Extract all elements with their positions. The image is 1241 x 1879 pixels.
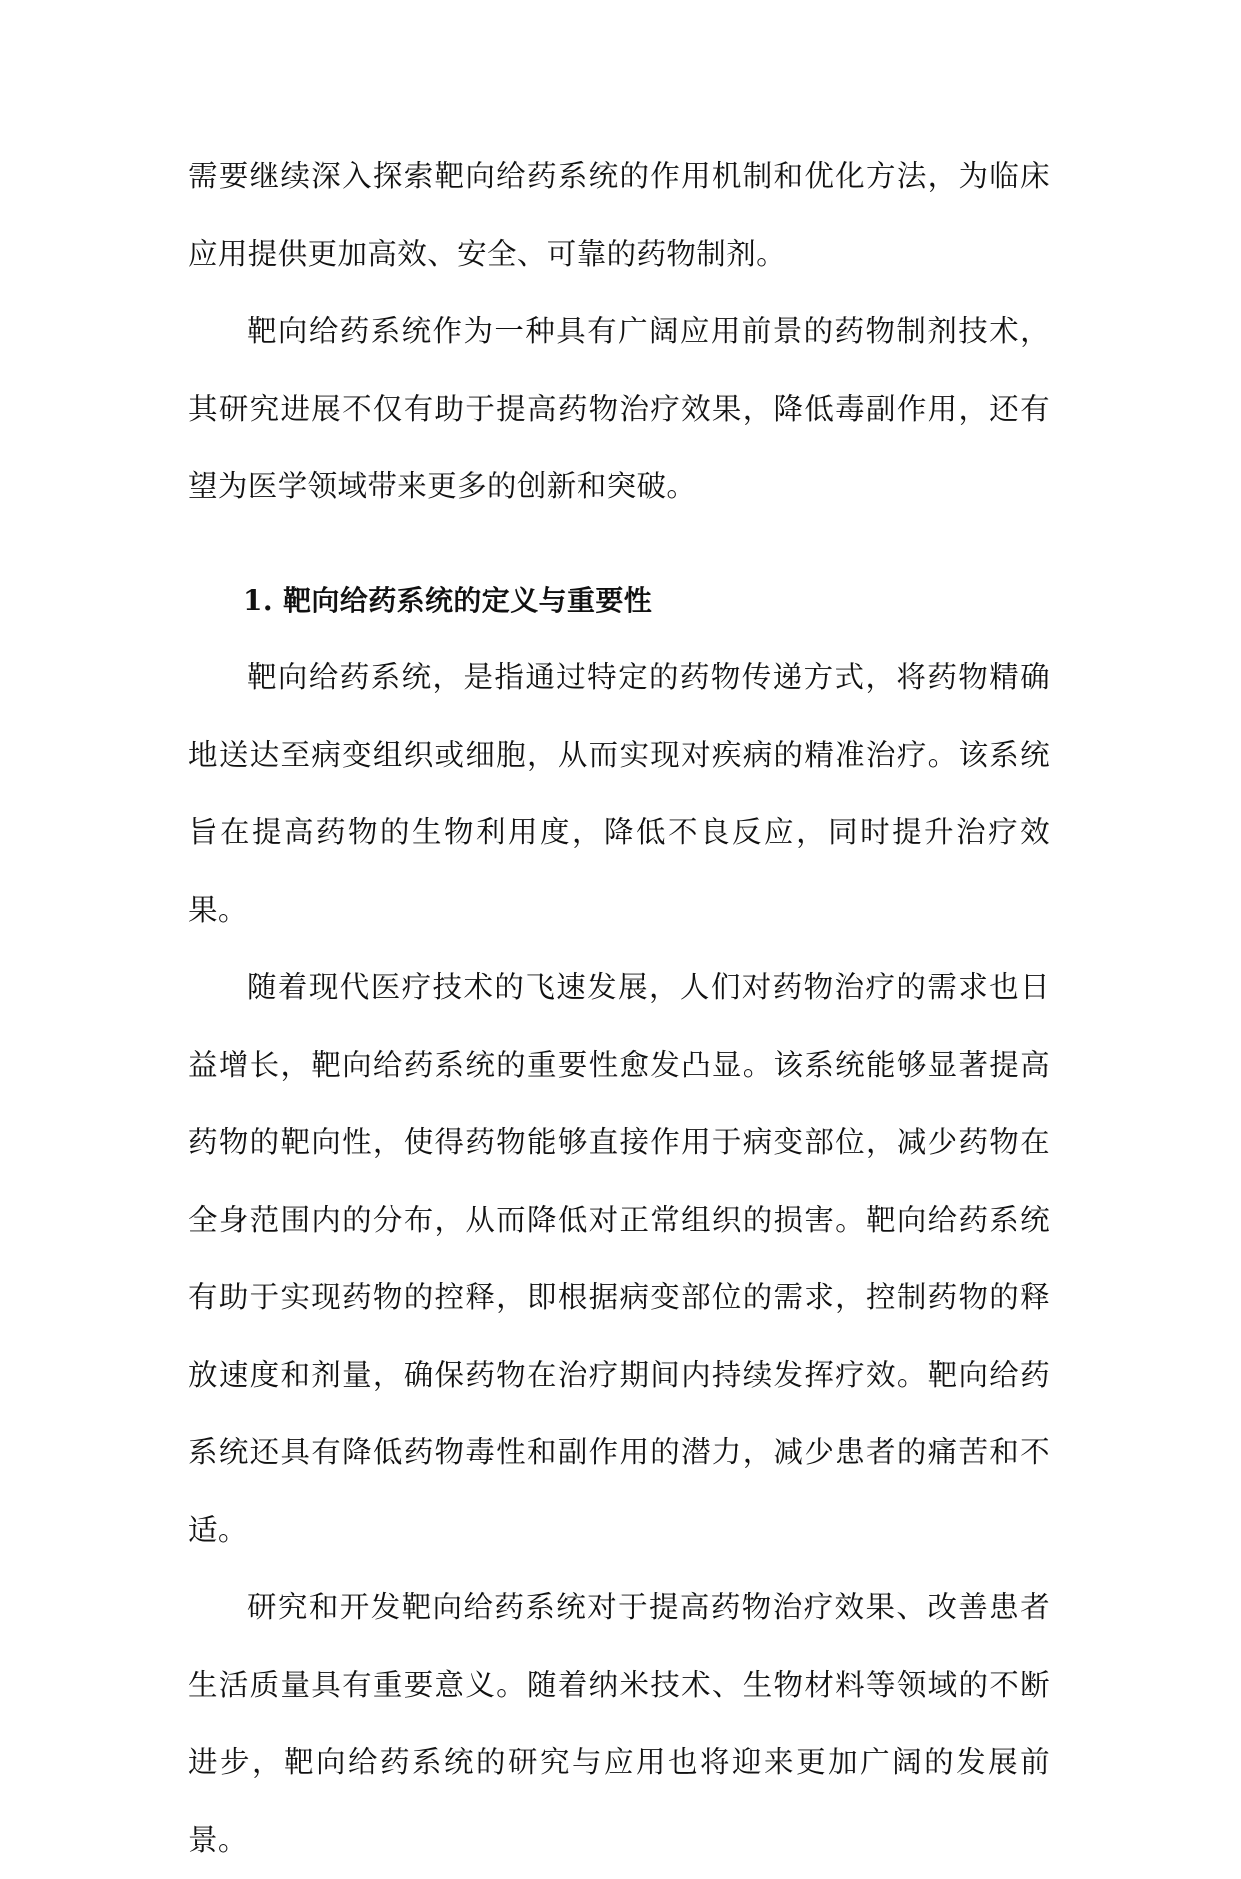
section-heading xyxy=(188,562,1050,640)
paragraph-definition: 靶向给药系统，是指通过特定的药物传递方式，将药物精确地送达至病变组织或细胞，从而实现对疾病的精准治疗。该系统旨在提高药物的生物利用度，降低不良反应，同时提升治疗效果。 xyxy=(188,660,1050,927)
paragraph-significance: 研究和开发靶向给药系统对于提高药物治疗效果、改善患者生活质量具有重要意义。随着纳米技术、生物材料等领域的不断进步，靶向给药系统的研究与应用也将迎来更加广阔的发展前景。 xyxy=(188,1590,1050,1857)
section-spacer xyxy=(188,526,1050,562)
paragraph-outlook: 靶向给药系统作为一种具有广阔应用前景的药物制剂技术，其研究进展不仅有助于提高药物治疗效果，降低毒副作用，还有望为医学领域带来更多的创新和突破。 xyxy=(188,314,1050,503)
section-title: 靶向给药系统的定义与重要性 xyxy=(283,583,653,617)
paragraph-continued: 需要继续深入探索靶向给药系统的作用机制和优化方法，为临床应用提供更加高效、安全、可靠的药物制剂。 xyxy=(188,159,1050,271)
paragraph-importance: 随着现代医疗技术的飞速发展，人们对药物治疗的需求也日益增长，靶向给药系统的重要性愈发凸显。该系统能够显著提高药物的靶向性，使得药物能够直接作用于病变部位，减少药物在全身范围内的分布，从而降低对正常组织的损害。靶向给药系统有助于实现药物的控释，即根据病变部位的需求，控制药物的释放速度和剂量，确保药物在治疗期间内持续发挥疗效。靶向给药系统还具有降低药物毒性和副作用的潜力，减少患者的痛苦和不适。 xyxy=(188,970,1050,1547)
document-page xyxy=(188,138,1050,1879)
section-number: 1. xyxy=(243,583,274,617)
